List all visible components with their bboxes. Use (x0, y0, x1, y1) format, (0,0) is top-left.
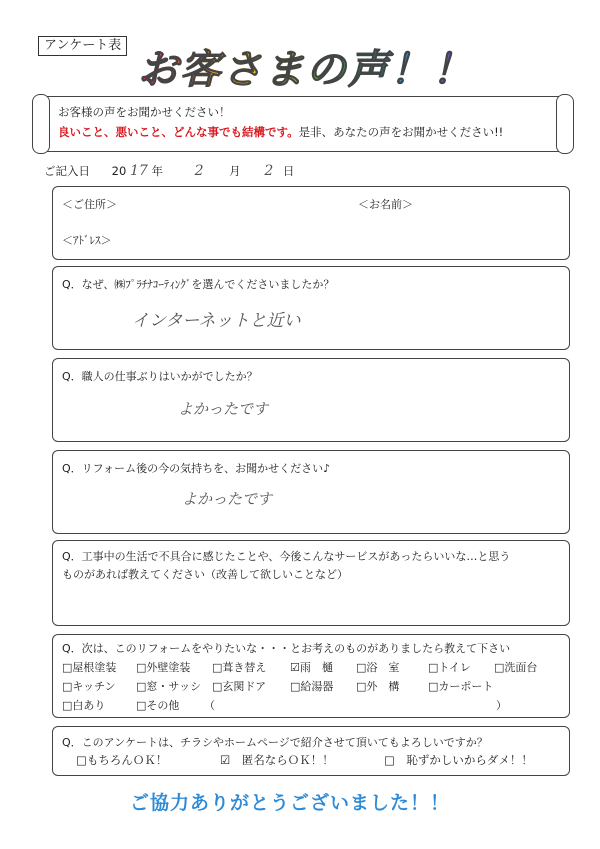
q2-question: Q．職人の仕事ぶりはいかがでしたか？ (62, 370, 258, 383)
q1-question: Q．なぜ、㈱ﾌﾟﾗﾁﾅｺｰﾃｨﾝｸﾞを選んでくださいましたか？ (62, 278, 335, 291)
option-of-course-ok[interactable]: □もちろんＯＫ！ (76, 753, 168, 767)
q3-question: Q．リフォーム後の今の気持ちを、お聞かせください♪ (62, 462, 331, 475)
option-anonymous-ok[interactable]: ☑ 匿名ならＯＫ！！ (220, 753, 334, 767)
intro-line2 (58, 124, 503, 140)
checkbox-toilet[interactable]: □トイレ (428, 661, 471, 674)
checkbox-other[interactable]: □その他 (136, 699, 180, 712)
year-label: 年 (151, 164, 163, 178)
day-label: 日 (282, 164, 295, 178)
customer-info-box (52, 186, 570, 260)
checkbox-wall-paint[interactable]: □外壁塗装 (136, 661, 191, 674)
q2-answer: よかったです (178, 400, 269, 418)
scroll-right-curl (556, 94, 574, 154)
checkbox-kitchen[interactable]: □キッチン (62, 680, 116, 693)
q3-answer: よかったです (182, 490, 273, 508)
name-label: ＜お名前＞ (358, 198, 413, 211)
form-tag: アンケート表 (38, 36, 127, 56)
year-value: 17 (129, 163, 148, 179)
q6-question: Q．このアンケートは、チラシやホームページで紹介させて頂いてもよろしいですか？ (62, 736, 488, 749)
checkbox-gutter[interactable]: ☑雨 樋 (290, 661, 333, 674)
checkbox-reroof[interactable]: □葺き替え (212, 661, 267, 674)
q4-line2: ものがあれば教えてください（改善して欲しいことなど） (62, 568, 348, 581)
intro-rest: 是非、あなたの声をお聞かせください!! (298, 125, 504, 139)
checkbox-bathroom[interactable]: □浴 室 (356, 661, 400, 674)
q4-line1: Q．工事中の生活で不具合に感じたことや、今後こんなサービスがあったらいいな…と思う (62, 550, 511, 563)
year-prefix: 20 (111, 164, 127, 178)
checkbox-roof-paint[interactable]: □屋根塗装 (62, 661, 117, 674)
checkbox-water-heater[interactable]: □給湯器 (290, 680, 334, 693)
option-no-embarrassed[interactable]: □ 恥ずかしいからダメ！！ (384, 753, 533, 767)
date-row (44, 163, 294, 179)
checkbox-entrance-door[interactable]: □玄関ドア (212, 680, 267, 693)
checkbox-termite[interactable]: □白あり (62, 699, 106, 712)
thanks-message: ご協力ありがとうございました！！ (130, 792, 451, 814)
intro-highlight: 良いこと、悪いこと、どんな事でも結構です。 (58, 125, 299, 139)
checkbox-washbasin[interactable]: □洗面台 (494, 661, 538, 674)
checkbox-carport[interactable]: □カーポート (428, 680, 494, 693)
day-value: 2 (264, 163, 274, 179)
address-label: ＜ご住所＞ (62, 198, 117, 211)
form-title: お客さまの声！！ (138, 38, 474, 95)
other-open-paren: （ (204, 699, 215, 712)
month-label: 月 (229, 164, 241, 178)
other-close-paren: ） (496, 699, 507, 712)
month-value: 2 (194, 163, 204, 179)
q1-answer: インターネットと近い (132, 311, 301, 331)
checkbox-exterior[interactable]: □外 構 (356, 680, 400, 693)
checkbox-window-sash[interactable]: □窓・サッシ (136, 680, 202, 693)
date-label: ご記入日 (44, 164, 90, 178)
intro-line1: お客様の声をお聞かせください！ (58, 105, 231, 119)
q5-question: Q．次は、このリフォームをやりたいな・・・とお考えのものがありましたら教えて下さい (62, 642, 511, 655)
email-label: ＜ｱﾄﾞﾚｽ＞ (62, 234, 112, 247)
scroll-left-curl (32, 94, 50, 154)
